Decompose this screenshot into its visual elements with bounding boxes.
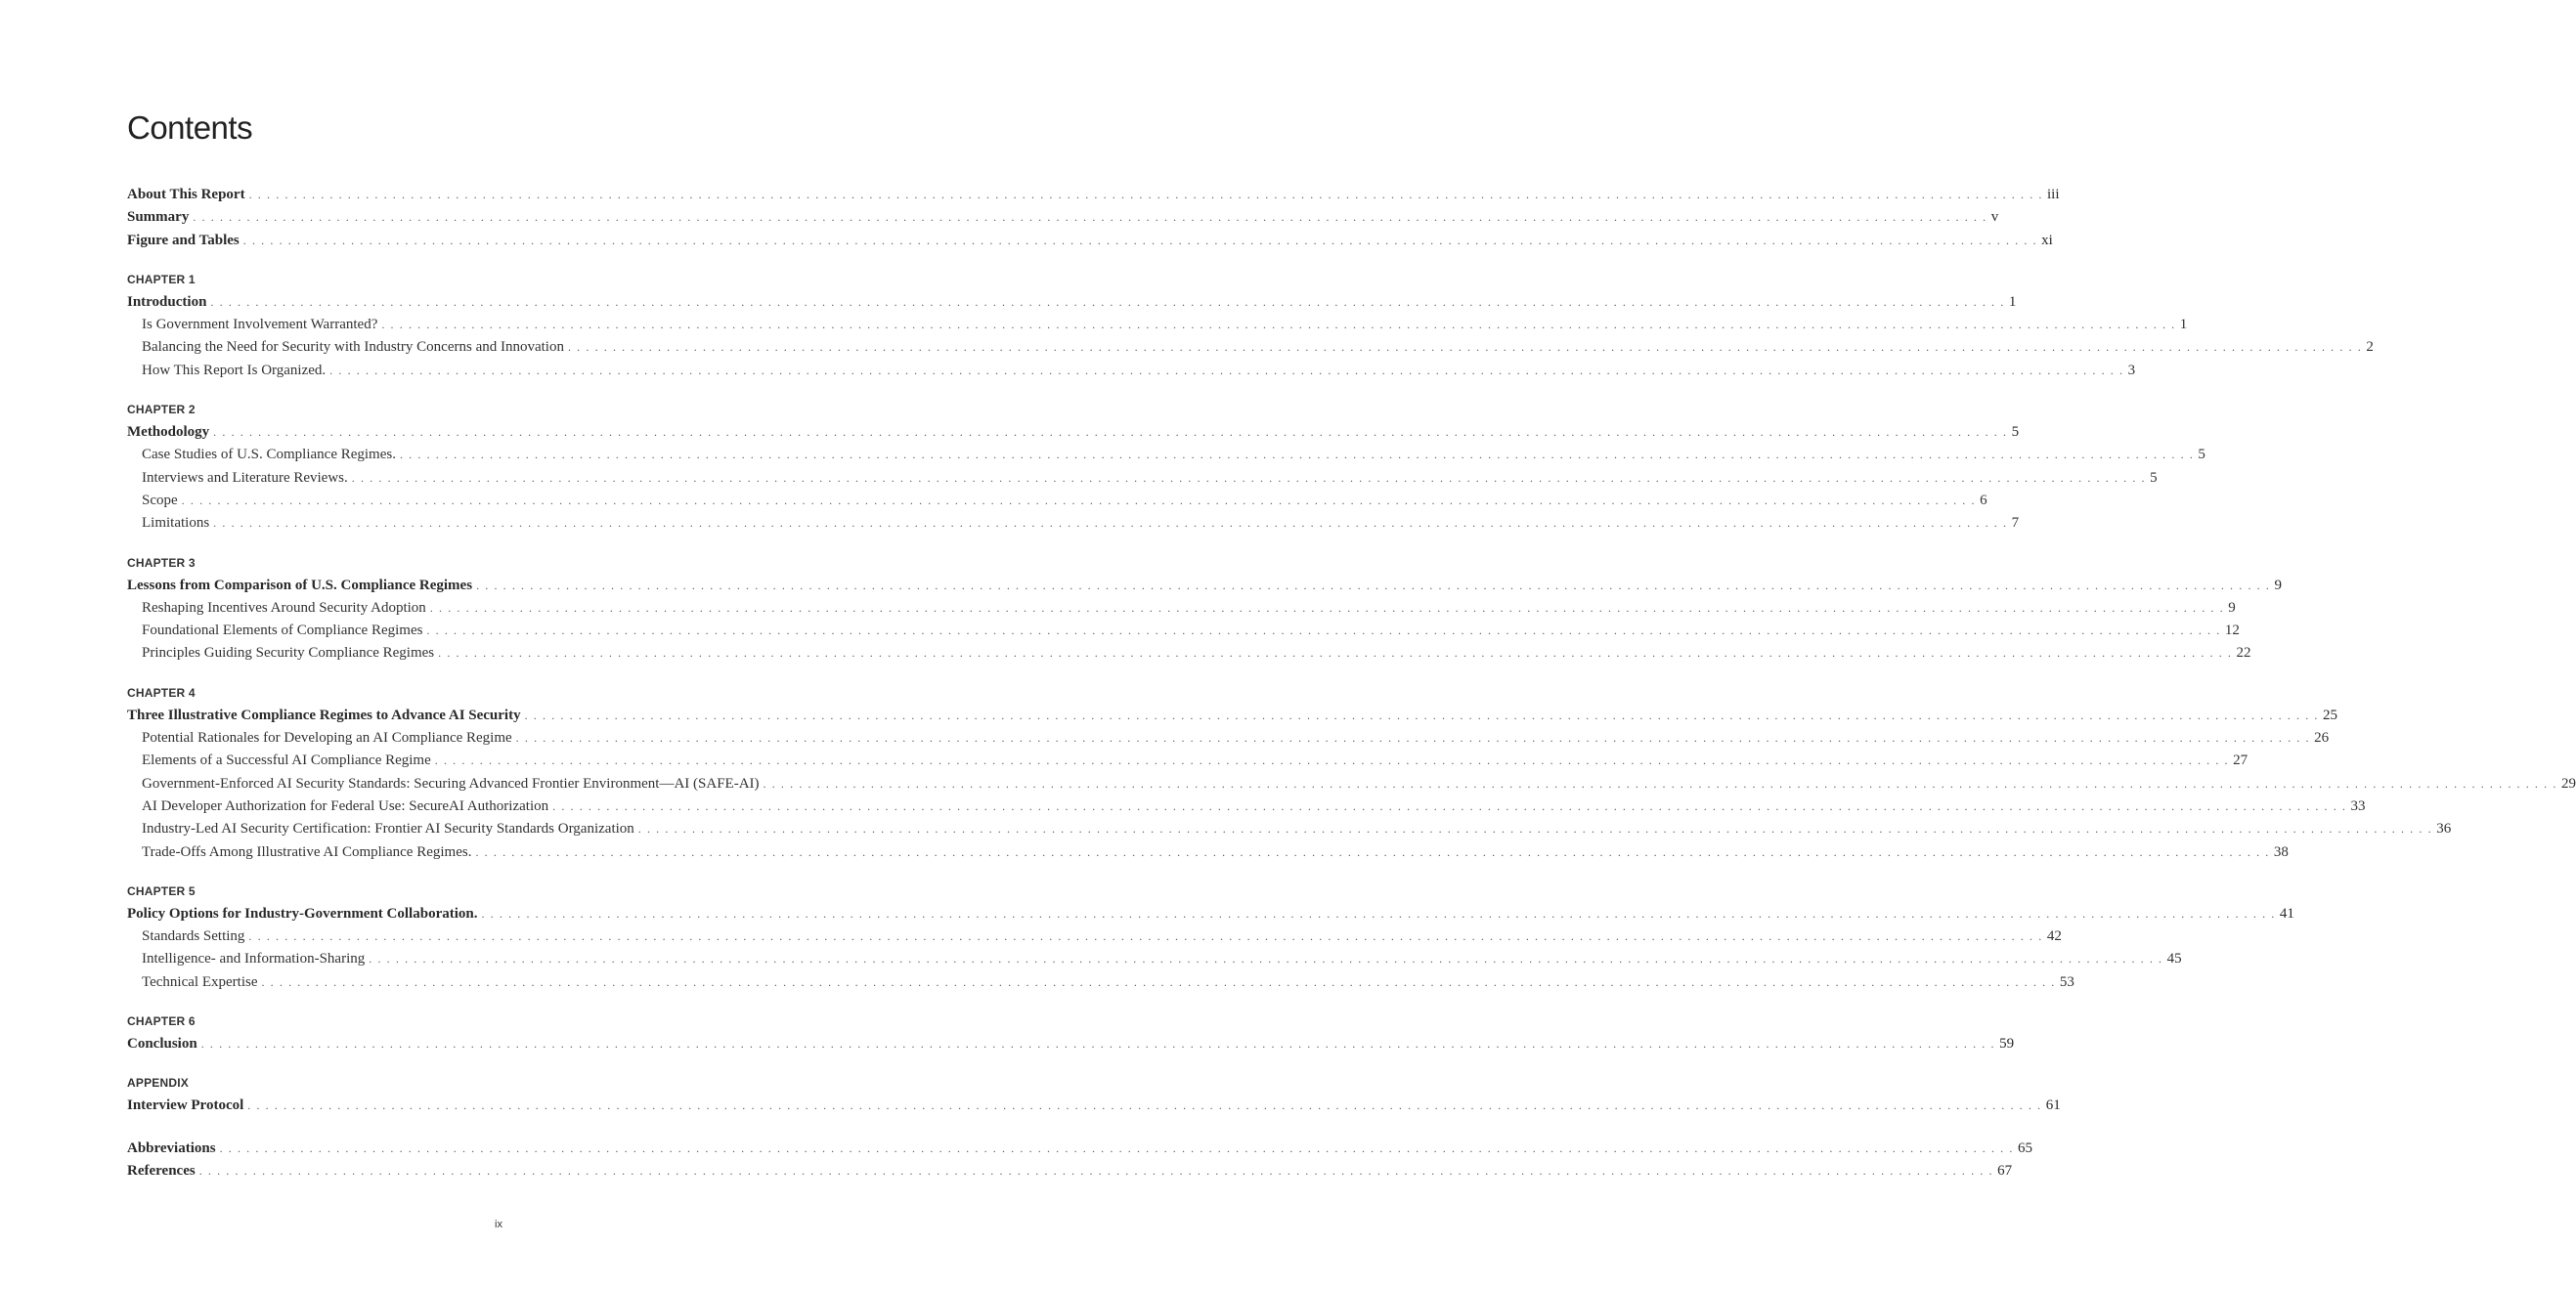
toc-entry-page: 6 <box>1980 492 1987 508</box>
dot-leader: . . . . . . . . . . . . . . . . . . . . . . . . . . . . . . . . . . . . . . . . . . . . . . . . . . . . . . . . . . . . . . . . . . . . . . . . . . . . . . . . . . . . . . . . . . . . . . . . . . . . . . . . . . . . . . . . . . . . . . . . . . . . . . . . . . . . . . . . . . . . . . . . . . . . . . . . . . . . . . . . . . . . . . . . . . . . . . . . . . . . . . . . . . . . . . . . . . . . . . . . <box>438 646 2233 661</box>
toc-entry-figure-and-tables[interactable] <box>127 230 2053 252</box>
toc-entry-intelligence-and-information-sharing[interactable] <box>127 948 2182 970</box>
toc-group <box>127 1013 2015 1055</box>
toc-entry-page: 5 <box>2150 469 2158 486</box>
dot-leader: . . . . . . . . . . . . . . . . . . . . . . . . . . . . . . . . . . . . . . . . . . . . . . . . . . . . . . . . . . . . . . . . . . . . . . . . . . . . . . . . . . . . . . . . . . . . . . . . . . . . . . . . . . . . . . . . . . . . . . . . . . . . . . . . . . . . . . . . . . . . . . . . . . . . . . . . . . . . . . . . . . . . . . . . . . . . . . . . . . . . . . . . . . . . . . . . . . . . . . . . <box>481 906 2276 921</box>
dot-leader: . . . . . . . . . . . . . . . . . . . . . . . . . . . . . . . . . . . . . . . . . . . . . . . . . . . . . . . . . . . . . . . . . . . . . . . . . . . . . . . . . . . . . . . . . . . . . . . . . . . . . . . . . . . . . . . . . . . . . . . . . . . . . . . . . . . . . . . . . . . . . . . . . . . . . . . . . . . . . . . . . . . . . . . . . . . . . . . . . . . . . . . . . . . . . . . . . . . . . . . . <box>475 844 2270 859</box>
toc-entry-page: 27 <box>2233 752 2249 769</box>
dot-leader: . . . . . . . . . . . . . . . . . . . . . . . . . . . . . . . . . . . . . . . . . . . . . . . . . . . . . . . . . . . . . . . . . . . . . . . . . . . . . . . . . . . . . . . . . . . . . . . . . . . . . . . . . . . . . . . . . . . . . . . . . . . . . . . . . . . . . . . . . . . . . . . . . . . . . . . . . . . . . . . . . . . . . . . . . . . . . . . . . . . . . . . . . . . . . . . . . . . . . . . . <box>429 600 2225 615</box>
dot-leader: . . . . . . . . . . . . . . . . . . . . . . . . . . . . . . . . . . . . . . . . . . . . . . . . . . . . . . . . . . . . . . . . . . . . . . . . . . . . . . . . . . . . . . . . . . . . . . . . . . . . . . . . . . . . . . . . . . . . . . . . . . . . . . . . . . . . . . . . . . . . . . . . . . . . . . . . . . . . . . . . . . . . . . . . . . . . . . . . . . . . . . . . . . . . . . . . . . . . . . . . <box>248 188 2043 201</box>
toc-entry-label: Conclusion <box>127 1036 197 1053</box>
dot-leader: . . . . . . . . . . . . . . . . . . . . . . . . . . . . . . . . . . . . . . . . . . . . . . . . . . . . . . . . . . . . . . . . . . . . . . . . . . . . . . . . . . . . . . . . . . . . . . . . . . . . . . . . . . . . . . . . . . . . . . . . . . . . . . . . . . . . . . . . . . . . . . . . . . . . . . . . . . . . . . . . . . . . . . . . . . . . . . . . . . . . . . . . . . . . . . . . . . . . . . . . <box>369 952 2163 967</box>
dot-leader: . . . . . . . . . . . . . . . . . . . . . . . . . . . . . . . . . . . . . . . . . . . . . . . . . . . . . . . . . . . . . . . . . . . . . . . . . . . . . . . . . . . . . . . . . . . . . . . . . . . . . . . . . . . . . . . . . . . . . . . . . . . . . . . . . . . . . . . . . . . . . . . . . . . . . . . . . . . . . . . . . . . . . . . . . . . . . . . . . . . . . . . . . . . . . . . . . . . . . . . . <box>247 1098 2042 1113</box>
toc-entry-page: 33 <box>2350 797 2366 814</box>
toc-entry-page: 59 <box>1999 1036 2015 1053</box>
toc-entry-page: 9 <box>2274 577 2282 593</box>
dot-leader: . . . . . . . . . . . . . . . . . . . . . . . . . . . . . . . . . . . . . . . . . . . . . . . . . . . . . . . . . . . . . . . . . . . . . . . . . . . . . . . . . . . . . . . . . . . . . . . . . . . . . . . . . . . . . . . . . . . . . . . . . . . . . . . . . . . . . . . . . . . . . . . . . . . . . . . . . . . . . . . . . . . . . . . . . . . . . . . . . . . . . . . . . . . . . . . . . . . . . . . . <box>261 974 2056 989</box>
dot-leader: . . . . . . . . . . . . . . . . . . . . . . . . . . . . . . . . . . . . . . . . . . . . . . . . . . . . . . . . . . . . . . . . . . . . . . . . . . . . . . . . . . . . . . . . . . . . . . . . . . . . . . . . . . . . . . . . . . . . . . . . . . . . . . . . . . . . . . . . . . . . . . . . . . . . . . . . . . . . . . . . . . . . . . . . . . . . . . . . . . . . . . . . . . . . . . . . . . . . . . . . <box>181 493 1977 507</box>
toc-entry-introduction[interactable] <box>127 291 2017 314</box>
toc-entry-potential-rationales-for-developing-an-a[interactable] <box>127 727 2330 750</box>
toc-entry-balancing-the-need-for-security-with-ind[interactable] <box>127 336 2374 359</box>
toc-entry-ai-developer-authorization-for-federal-u[interactable] <box>127 796 2366 818</box>
toc-entry-case-studies-of-u-s-compliance-regimes[interactable] <box>127 444 2205 466</box>
toc-entry-industry-led-ai-security-certification-f[interactable] <box>127 818 2452 840</box>
dot-leader: . . . . . . . . . . . . . . . . . . . . . . . . . . . . . . . . . . . . . . . . . . . . . . . . . . . . . . . . . . . . . . . . . . . . . . . . . . . . . . . . . . . . . . . . . . . . . . . . . . . . . . . . . . . . . . . . . . . . . . . . . . . . . . . . . . . . . . . . . . . . . . . . . . . . . . . . . . . . . . . . . . . . . . . . . . . . . . . . . . . . . . . . . . . . . . . . . . . . . . . . <box>763 776 2557 791</box>
toc-entry-label: Government-Enforced AI Security Standards: Securing Advanced Frontier Environment—AI (SAFE-AI) <box>142 775 760 792</box>
dot-leader: . . . . . . . . . . . . . . . . . . . . . . . . . . . . . . . . . . . . . . . . . . . . . . . . . . . . . . . . . . . . . . . . . . . . . . . . . . . . . . . . . . . . . . . . . . . . . . . . . . . . . . . . . . . . . . . . . . . . . . . . . . . . . . . . . . . . . . . . . . . . . . . . . . . . . . . . . . . . . . . . . . . . . . . . . . . . . . . . . . . . . . . . . . . . . . . . . . . . . . . . <box>637 822 2433 837</box>
page-number-footer: ix <box>495 1219 502 1230</box>
dot-leader: . . . . . . . . . . . . . . . . . . . . . . . . . . . . . . . . . . . . . . . . . . . . . . . . . . . . . . . . . . . . . . . . . . . . . . . . . . . . . . . . . . . . . . . . . . . . . . . . . . . . . . . . . . . . . . . . . . . . . . . . . . . . . . . . . . . . . . . . . . . . . . . . . . . . . . . . . . . . . . . . . . . . . . . . . . . . . . . . . . . . . . . . . . . . . . . . . . . . . . . . <box>524 708 2320 722</box>
toc-entry-label: Introduction <box>127 293 207 310</box>
toc-entry-label: Potential Rationales for Developing an AI Compliance Regime <box>142 730 512 747</box>
toc-entry-lessons-from-comparison-of-u-s-complianc[interactable] <box>127 575 2282 597</box>
toc-entry-foundational-elements-of-compliance-regi[interactable] <box>127 620 2240 642</box>
toc-entry-label: Figure and Tables <box>127 232 240 248</box>
dot-leader: . . . . . . . . . . . . . . . . . . . . . . . . . . . . . . . . . . . . . . . . . . . . . . . . . . . . . . . . . . . . . . . . . . . . . . . . . . . . . . . . . . . . . . . . . . . . . . . . . . . . . . . . . . . . . . . . . . . . . . . . . . . . . . . . . . . . . . . . . . . . . . . . . . . . . . . . . . . . . . . . . . . . . . . . . . . . . . . . . . . . . . . . . . . . . . . . . . . . . . . . <box>248 929 2043 944</box>
toc-entry-label: Intelligence- and Information-Sharing <box>142 951 366 968</box>
toc-entry-page: 5 <box>2011 424 2020 441</box>
toc-entry-limitations[interactable] <box>127 512 2020 535</box>
toc-entry-label: Standards Setting <box>142 928 245 945</box>
dot-leader: . . . . . . . . . . . . . . . . . . . . . . . . . . . . . . . . . . . . . . . . . . . . . . . . . . . . . . . . . . . . . . . . . . . . . . . . . . . . . . . . . . . . . . . . . . . . . . . . . . . . . . . . . . . . . . . . . . . . . . . . . . . . . . . . . . . . . . . . . . . . . . . . . . . . . . . . . . . . . . . . . . . . . . . . . . . . . . . . . . . . . . . . . . . . . . . . . . . . . . . . <box>200 1037 1996 1052</box>
toc-entry-government-enforced-ai-security-standard[interactable] <box>127 773 2576 796</box>
toc-group <box>127 402 2205 535</box>
toc-entry-page: 9 <box>2228 599 2236 616</box>
dot-leader: . . . . . . . . . . . . . . . . . . . . . . . . . . . . . . . . . . . . . . . . . . . . . . . . . . . . . . . . . . . . . . . . . . . . . . . . . . . . . . . . . . . . . . . . . . . . . . . . . . . . . . . . . . . . . . . . . . . . . . . . . . . . . . . . . . . . . . . . . . . . . . . . . . . . . . . . . . . . . . . . . . . . . . . . . . . . . . . . . . . . . . . . . . . . . . . . . . . . . . . . <box>351 470 2147 485</box>
page-title: Contents <box>127 109 253 146</box>
toc-entry-is-government-involvement-warranted[interactable] <box>127 314 2188 336</box>
chapter-label: CHAPTER 2 <box>127 403 196 417</box>
table-of-contents <box>127 184 2576 1202</box>
toc-entry-label: Interview Protocol <box>127 1097 244 1114</box>
toc-entry-methodology[interactable] <box>127 421 2020 444</box>
toc-entry-label: Abbreviations <box>127 1140 216 1156</box>
chapter-label: CHAPTER 3 <box>127 555 196 570</box>
toc-entry-interviews-and-literature-reviews[interactable] <box>127 467 2158 490</box>
toc-entry-page: 61 <box>2045 1097 2061 1114</box>
toc-entry-page: 45 <box>2166 951 2182 968</box>
toc-entry-three-illustrative-compliance-regimes-to[interactable] <box>127 705 2338 727</box>
dot-leader: . . . . . . . . . . . . . . . . . . . . . . . . . . . . . . . . . . . . . . . . . . . . . . . . . . . . . . . . . . . . . . . . . . . . . . . . . . . . . . . . . . . . . . . . . . . . . . . . . . . . . . . . . . . . . . . . . . . . . . . . . . . . . . . . . . . . . . . . . . . . . . . . . . . . . . . . . . . . . . . . . . . . . . . . . . . . . . . . . . . . . . . . . . . . . . . . . . . . . . . . <box>381 318 2176 332</box>
toc-entry-label: Trade-Offs Among Illustrative AI Compliance Regimes. <box>142 843 472 860</box>
toc-entry-abbreviations[interactable] <box>127 1138 2032 1160</box>
toc-group <box>127 1075 2061 1117</box>
toc-entry-label: How This Report Is Organized. <box>142 362 327 378</box>
toc-entry-page: 22 <box>2236 645 2251 662</box>
chapter-label: CHAPTER 4 <box>127 685 196 700</box>
toc-entry-page: 26 <box>2314 730 2330 747</box>
toc-entry-elements-of-a-successful-ai-compliance-r[interactable] <box>127 750 2249 772</box>
toc-entry-summary[interactable] <box>127 206 1999 229</box>
toc-entry-page: 12 <box>2224 623 2240 639</box>
chapter-label: CHAPTER 1 <box>127 272 196 286</box>
chapter-label: CHAPTER 5 <box>127 883 196 898</box>
toc-entry-page: xi <box>2041 232 2053 248</box>
dot-leader: . . . . . . . . . . . . . . . . . . . . . . . . . . . . . . . . . . . . . . . . . . . . . . . . . . . . . . . . . . . . . . . . . . . . . . . . . . . . . . . . . . . . . . . . . . . . . . . . . . . . . . . . . . . . . . . . . . . . . . . . . . . . . . . . . . . . . . . . . . . . . . . . . . . . . . . . . . . . . . . . . . . . . . . . . . . . . . . . . . . . . . . . . . . . . . . . . . . . . . . . <box>193 210 1987 225</box>
dot-leader: . . . . . . . . . . . . . . . . . . . . . . . . . . . . . . . . . . . . . . . . . . . . . . . . . . . . . . . . . . . . . . . . . . . . . . . . . . . . . . . . . . . . . . . . . . . . . . . . . . . . . . . . . . . . . . . . . . . . . . . . . . . . . . . . . . . . . . . . . . . . . . . . . . . . . . . . . . . . . . . . . . . . . . . . . . . . . . . . . . . . . . . . . . . . . . . . . . . . . . . . <box>219 1140 2014 1155</box>
toc-entry-page: 2 <box>2366 339 2374 356</box>
toc-entry-label: Limitations <box>142 515 210 532</box>
toc-entry-page: 5 <box>2198 447 2205 463</box>
dot-leader: . . . . . . . . . . . . . . . . . . . . . . . . . . . . . . . . . . . . . . . . . . . . . . . . . . . . . . . . . . . . . . . . . . . . . . . . . . . . . . . . . . . . . . . . . . . . . . . . . . . . . . . . . . . . . . . . . . . . . . . . . . . . . . . . . . . . . . . . . . . . . . . . . . . . . . . . . . . . . . . . . . . . . . . . . . . . . . . . . . . . . . . . . . . . . . . . . . . . . . . . <box>434 753 2230 768</box>
toc-entry-label: Scope <box>142 492 178 508</box>
toc-entry-page: iii <box>2047 187 2060 202</box>
toc-entry-page: 1 <box>2179 317 2188 333</box>
toc-entry-page: 25 <box>2323 707 2338 723</box>
dot-leader: . . . . . . . . . . . . . . . . . . . . . . . . . . . . . . . . . . . . . . . . . . . . . . . . . . . . . . . . . . . . . . . . . . . . . . . . . . . . . . . . . . . . . . . . . . . . . . . . . . . . . . . . . . . . . . . . . . . . . . . . . . . . . . . . . . . . . . . . . . . . . . . . . . . . . . . . . . . . . . . . . . . . . . . . . . . . . . . . . . . . . . . . . . . . . . . . . . . . . . . . <box>213 425 2008 440</box>
toc-group <box>127 1138 2032 1183</box>
dot-leader: . . . . . . . . . . . . . . . . . . . . . . . . . . . . . . . . . . . . . . . . . . . . . . . . . . . . . . . . . . . . . . . . . . . . . . . . . . . . . . . . . . . . . . . . . . . . . . . . . . . . . . . . . . . . . . . . . . . . . . . . . . . . . . . . . . . . . . . . . . . . . . . . . . . . . . . . . . . . . . . . . . . . . . . . . . . . . . . . . . . . . . . . . . . . . . . . . . . . . . . . <box>329 363 2124 377</box>
toc-entry-page: 53 <box>2059 973 2074 990</box>
toc-entry-technical-expertise[interactable] <box>127 971 2074 994</box>
toc-entry-label: Foundational Elements of Compliance Regimes <box>142 623 423 639</box>
toc-entry-page: 42 <box>2046 928 2062 945</box>
dot-leader: . . . . . . . . . . . . . . . . . . . . . . . . . . . . . . . . . . . . . . . . . . . . . . . . . . . . . . . . . . . . . . . . . . . . . . . . . . . . . . . . . . . . . . . . . . . . . . . . . . . . . . . . . . . . . . . . . . . . . . . . . . . . . . . . . . . . . . . . . . . . . . . . . . . . . . . . . . . . . . . . . . . . . . . . . . . . . . . . . . . . . . . . . . . . . . . . . . . . . . . . <box>515 731 2311 746</box>
toc-entry-page: 7 <box>2011 515 2020 532</box>
toc-entry-label: Case Studies of U.S. Compliance Regimes. <box>142 447 396 463</box>
dot-leader: . . . . . . . . . . . . . . . . . . . . . . . . . . . . . . . . . . . . . . . . . . . . . . . . . . . . . . . . . . . . . . . . . . . . . . . . . . . . . . . . . . . . . . . . . . . . . . . . . . . . . . . . . . . . . . . . . . . . . . . . . . . . . . . . . . . . . . . . . . . . . . . . . . . . . . . . . . . . . . . . . . . . . . . . . . . . . . . . . . . . . . . . . . . . . . . . . . . . . . . . <box>210 294 2005 309</box>
toc-group <box>127 555 2282 666</box>
toc-group <box>127 184 2060 252</box>
dot-leader: . . . . . . . . . . . . . . . . . . . . . . . . . . . . . . . . . . . . . . . . . . . . . . . . . . . . . . . . . . . . . . . . . . . . . . . . . . . . . . . . . . . . . . . . . . . . . . . . . . . . . . . . . . . . . . . . . . . . . . . . . . . . . . . . . . . . . . . . . . . . . . . . . . . . . . . . . . . . . . . . . . . . . . . . . . . . . . . . . . . . . . . . . . . . . . . . . . . . . . . . <box>242 233 2038 247</box>
toc-entry-trade-offs-among-illustrative-ai-complia[interactable] <box>127 841 2289 864</box>
toc-entry-conclusion[interactable] <box>127 1033 2015 1055</box>
toc-entry-label: Reshaping Incentives Around Security Adoption <box>142 599 426 616</box>
toc-entry-interview-protocol[interactable] <box>127 1095 2061 1117</box>
dot-leader: . . . . . . . . . . . . . . . . . . . . . . . . . . . . . . . . . . . . . . . . . . . . . . . . . . . . . . . . . . . . . . . . . . . . . . . . . . . . . . . . . . . . . . . . . . . . . . . . . . . . . . . . . . . . . . . . . . . . . . . . . . . . . . . . . . . . . . . . . . . . . . . . . . . . . . . . . . . . . . . . . . . . . . . . . . . . . . . . . . . . . . . . . . . . . . . . . . . . . . . . <box>213 516 2008 531</box>
toc-entry-references[interactable] <box>127 1160 2013 1182</box>
toc-entry-label: Technical Expertise <box>142 973 258 990</box>
toc-entry-label: References <box>127 1162 196 1179</box>
dot-leader: . . . . . . . . . . . . . . . . . . . . . . . . . . . . . . . . . . . . . . . . . . . . . . . . . . . . . . . . . . . . . . . . . . . . . . . . . . . . . . . . . . . . . . . . . . . . . . . . . . . . . . . . . . . . . . . . . . . . . . . . . . . . . . . . . . . . . . . . . . . . . . . . . . . . . . . . . . . . . . . . . . . . . . . . . . . . . . . . . . . . . . . . . . . . . . . . . . . . . . . . <box>476 578 2271 592</box>
dot-leader: . . . . . . . . . . . . . . . . . . . . . . . . . . . . . . . . . . . . . . . . . . . . . . . . . . . . . . . . . . . . . . . . . . . . . . . . . . . . . . . . . . . . . . . . . . . . . . . . . . . . . . . . . . . . . . . . . . . . . . . . . . . . . . . . . . . . . . . . . . . . . . . . . . . . . . . . . . . . . . . . . . . . . . . . . . . . . . . . . . . . . . . . . . . . . . . . . . . . . . . . <box>552 798 2347 813</box>
toc-entry-standards-setting[interactable] <box>127 925 2062 948</box>
toc-entry-about-this-report[interactable] <box>127 184 2060 206</box>
toc-entry-label: Elements of a Successful AI Compliance Regime <box>142 752 431 769</box>
chapter-label: APPENDIX <box>127 1076 189 1091</box>
toc-entry-label: Interviews and Literature Reviews. <box>142 469 348 486</box>
toc-group <box>127 272 2374 382</box>
dot-leader: . . . . . . . . . . . . . . . . . . . . . . . . . . . . . . . . . . . . . . . . . . . . . . . . . . . . . . . . . . . . . . . . . . . . . . . . . . . . . . . . . . . . . . . . . . . . . . . . . . . . . . . . . . . . . . . . . . . . . . . . . . . . . . . . . . . . . . . . . . . . . . . . . . . . . . . . . . . . . . . . . . . . . . . . . . . . . . . . . . . . . . . . . . . . . . . . . . . . . . . . <box>567 340 2363 355</box>
toc-entry-label: Policy Options for Industry-Government Collaboration. <box>127 905 478 922</box>
dot-leader: . . . . . . . . . . . . . . . . . . . . . . . . . . . . . . . . . . . . . . . . . . . . . . . . . . . . . . . . . . . . . . . . . . . . . . . . . . . . . . . . . . . . . . . . . . . . . . . . . . . . . . . . . . . . . . . . . . . . . . . . . . . . . . . . . . . . . . . . . . . . . . . . . . . . . . . . . . . . . . . . . . . . . . . . . . . . . . . . . . . . . . . . . . . . . . . . . . . . . . . . <box>198 1163 1994 1178</box>
toc-entry-page: v <box>1990 209 1999 226</box>
toc-entry-label: Balancing the Need for Security with Industry Concerns and Innovation <box>142 339 564 356</box>
toc-entry-label: AI Developer Authorization for Federal Use: SecureAI Authorization <box>142 797 549 814</box>
toc-entry-page: 3 <box>2127 362 2136 378</box>
toc-entry-label: Is Government Involvement Warranted? <box>142 317 378 333</box>
toc-entry-label: Three Illustrative Compliance Regimes to Advance AI Security <box>127 707 521 723</box>
toc-group <box>127 685 2576 864</box>
toc-entry-page: 41 <box>2279 905 2294 922</box>
toc-entry-principles-guiding-security-compliance-r[interactable] <box>127 642 2251 665</box>
toc-group <box>127 883 2294 994</box>
toc-entry-page: 38 <box>2273 843 2289 860</box>
dot-leader: . . . . . . . . . . . . . . . . . . . . . . . . . . . . . . . . . . . . . . . . . . . . . . . . . . . . . . . . . . . . . . . . . . . . . . . . . . . . . . . . . . . . . . . . . . . . . . . . . . . . . . . . . . . . . . . . . . . . . . . . . . . . . . . . . . . . . . . . . . . . . . . . . . . . . . . . . . . . . . . . . . . . . . . . . . . . . . . . . . . . . . . . . . . . . . . . . . . . . . . . <box>426 624 2221 638</box>
toc-entry-label: About This Report <box>127 187 245 202</box>
toc-entry-page: 36 <box>2436 821 2452 838</box>
dot-leader: . . . . . . . . . . . . . . . . . . . . . . . . . . . . . . . . . . . . . . . . . . . . . . . . . . . . . . . . . . . . . . . . . . . . . . . . . . . . . . . . . . . . . . . . . . . . . . . . . . . . . . . . . . . . . . . . . . . . . . . . . . . . . . . . . . . . . . . . . . . . . . . . . . . . . . . . . . . . . . . . . . . . . . . . . . . . . . . . . . . . . . . . . . . . . . . . . . . . . . . . <box>399 448 2195 462</box>
toc-entry-label: Lessons from Comparison of U.S. Compliance Regimes <box>127 577 473 593</box>
toc-entry-label: Summary <box>127 209 190 226</box>
chapter-label: CHAPTER 6 <box>127 1014 196 1029</box>
toc-entry-label: Industry-Led AI Security Certification: Frontier AI Security Standards Organization <box>142 821 634 838</box>
toc-entry-page: 65 <box>2017 1140 2032 1156</box>
toc-entry-policy-options-for-industry-government-c[interactable] <box>127 903 2294 925</box>
toc-entry-page: 29 <box>2560 775 2576 792</box>
toc-entry-page: 67 <box>1997 1162 2013 1179</box>
toc-entry-reshaping-incentives-around-security-ado[interactable] <box>127 597 2236 620</box>
toc-entry-label: Methodology <box>127 424 210 441</box>
toc-entry-how-this-report-is-organized[interactable] <box>127 360 2136 382</box>
toc-entry-scope[interactable] <box>127 490 1987 512</box>
toc-entry-label: Principles Guiding Security Compliance Regimes <box>142 645 435 662</box>
toc-entry-page: 1 <box>2008 293 2017 310</box>
